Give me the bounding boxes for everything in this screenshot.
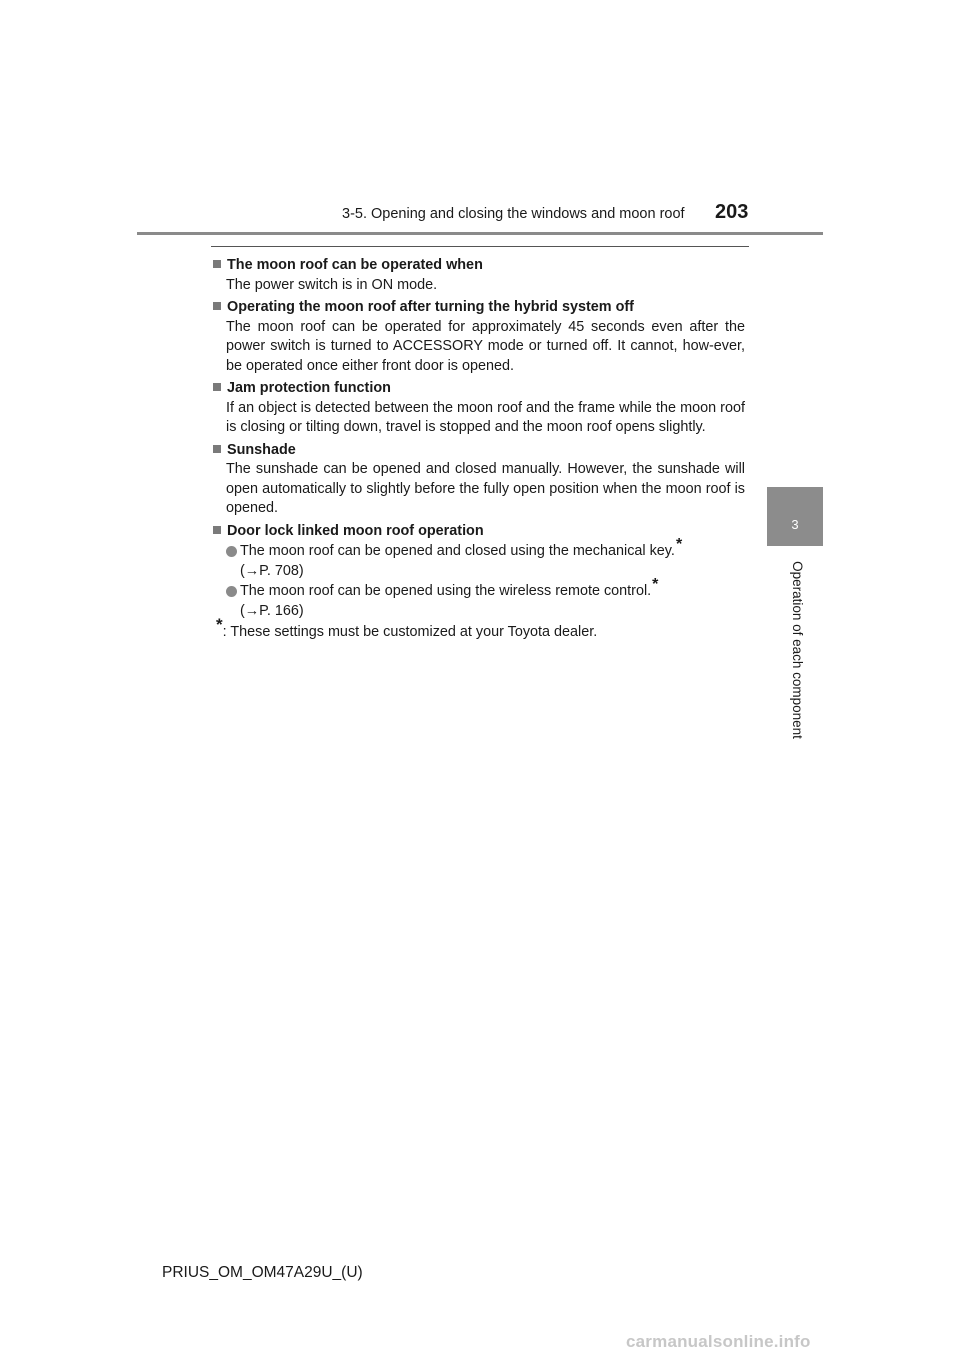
asterisk-mark: * <box>652 576 659 593</box>
section-body: The sunshade can be opened and closed manually. However, the sunshade will open automatically to slightly before the fully open position when the moon roof is opened. <box>226 461 745 516</box>
chapter-title-vertical: Operation of each component <box>790 561 805 739</box>
section-body: The power switch is in ON mode. <box>226 276 438 293</box>
square-bullet-icon <box>213 302 221 310</box>
page-reference-link[interactable]: (→P. 166) <box>240 602 304 619</box>
section-heading-text: Door lock linked moon roof operation <box>227 522 484 539</box>
square-bullet-icon <box>213 445 221 453</box>
footnote <box>216 615 745 643</box>
section-heading <box>211 298 745 318</box>
section-heading <box>211 379 745 399</box>
section-heading <box>211 522 745 542</box>
circle-bullet-icon <box>226 586 237 597</box>
chapter-tab <box>767 487 823 546</box>
section-heading <box>211 256 745 276</box>
section-heading-text: The moon roof can be operated when <box>227 257 483 273</box>
section-heading-text: Sunshade <box>227 441 296 458</box>
circle-bullet-icon <box>226 546 237 557</box>
section-heading <box>211 441 745 461</box>
section-heading-text: Operating the moon roof after turning the hybrid system off <box>227 299 634 315</box>
square-bullet-icon <box>213 526 221 534</box>
section-body: If an object is detected between the moon roof and the frame while the moon roof is closing or tilting down, travel is stopped and the moon roof opens slightly. <box>226 399 745 435</box>
page-content <box>211 256 745 643</box>
list-item <box>226 576 745 621</box>
footnote-asterisk: * <box>216 615 223 634</box>
list-item-text: The moon roof can be opened using the wireless remote control. <box>240 583 652 599</box>
list-item <box>226 536 745 581</box>
page-reference-link[interactable]: (→P. 708) <box>240 562 304 579</box>
section-body: The moon roof can be operated for approximately 45 seconds even after the power switch is turned to ACCESSORY mode or turned off. It cannot, how-ever, be operated once either front door is opened. <box>226 318 745 374</box>
content-top-rule <box>211 246 749 247</box>
document-code: PRIUS_OM_OM47A29U_(U) <box>162 1264 363 1281</box>
square-bullet-icon <box>213 260 221 268</box>
section-heading-text: Jam protection function <box>227 380 391 396</box>
footnote-text: : These settings must be customized at your Toyota dealer. <box>222 624 598 640</box>
asterisk-mark: * <box>675 536 683 553</box>
list-item-text: The moon roof can be opened and closed using the mechanical key. <box>240 543 675 559</box>
page-number: 203 <box>715 201 749 223</box>
header-rule <box>137 232 823 235</box>
square-bullet-icon <box>213 383 221 391</box>
running-header-section-title: 3-5. Opening and closing the windows and moon roof <box>342 206 685 222</box>
chapter-number: 3 <box>791 517 799 532</box>
watermark: carmanualsonline.info <box>626 1332 811 1351</box>
